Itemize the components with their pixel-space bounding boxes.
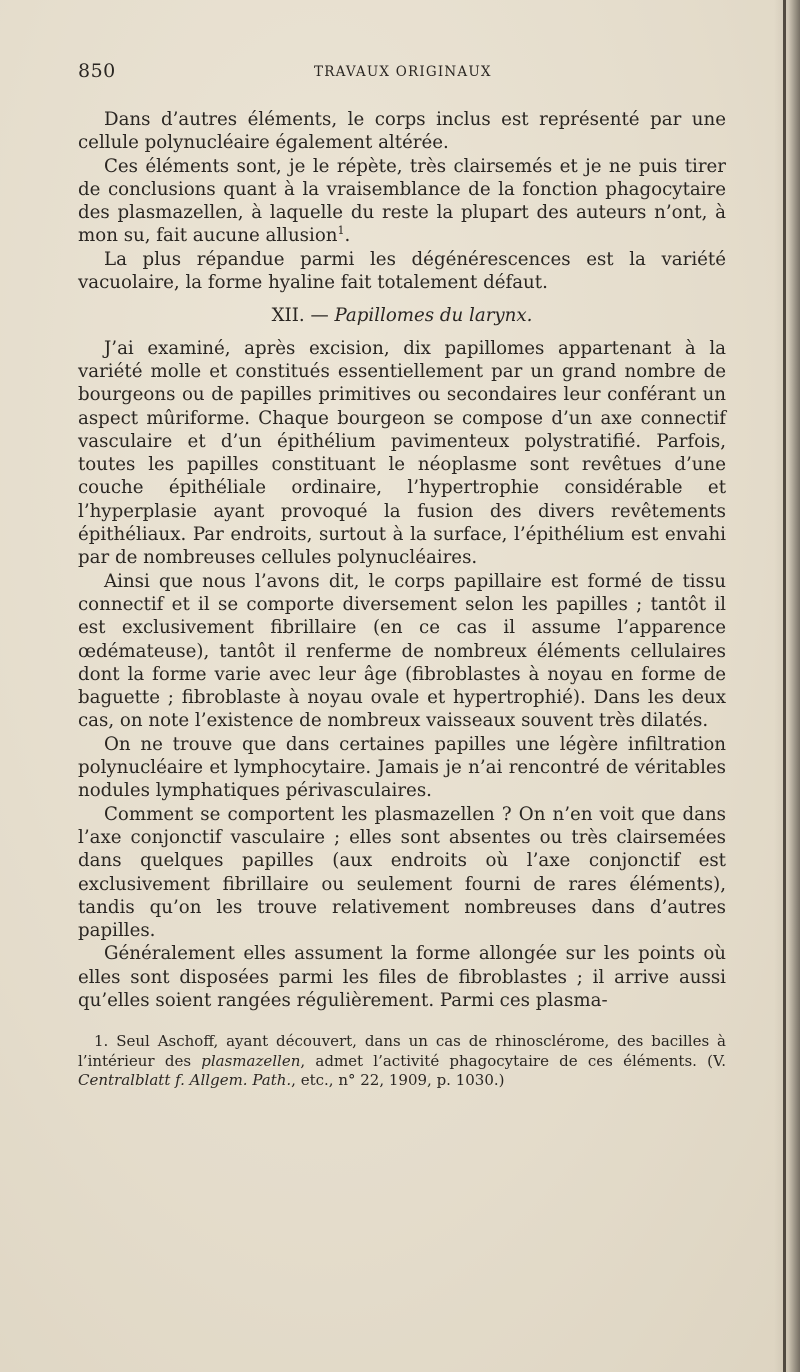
section-heading bbox=[78, 304, 726, 327]
section-number: XII. bbox=[271, 305, 305, 327]
footnote-italic-term: plasmazellen bbox=[201, 1051, 301, 1070]
paragraph-end: . bbox=[344, 225, 351, 247]
paragraph: Ainsi que nous l’avons dit, le corps papillaire est formé de tissu connectif et il se comporte diversement selon les papilles ; tantôt il est exclusivement fibrillaire (en ce cas il assume l’apparence œdémateuse), tantôt il renferme de nombreux éléments cellulaires dont la forme varie avec leur âge (fibroblastes à noyau en forme de baguette ; fibroblaste à noyau ovale et hypertrophié). Dans les deux cas, on note l’existence de nombreux vaisseaux souvent très dilatés. bbox=[78, 570, 726, 732]
footnote bbox=[78, 1032, 726, 1091]
footnote-marker: 1. bbox=[94, 1032, 109, 1051]
footnote-text: , etc., n° 22, 1909, p. 1030.) bbox=[291, 1071, 505, 1090]
page-number: 850 bbox=[78, 60, 116, 82]
page-header bbox=[78, 60, 726, 86]
footnotes bbox=[78, 1032, 726, 1091]
paragraph: On ne trouve que dans certaines papilles une légère infiltration polynucléaire et lymphocytaire. Jamais je n’ai rencontré de véritables nodules lymphatiques périvasculaires. bbox=[78, 733, 726, 802]
footnote-text: , admet l’activité phagocytaire de ces éléments. (V. bbox=[300, 1051, 726, 1070]
paragraph: Comment se comportent les plasmazellen ? On n’en voit que dans l’axe conjonctif vasculaire ; elles sont absentes ou très clairsemées dans quelques papilles (aux endroits où l’axe conjonctif est exclusivement fibrillaire ou seulement fourni de rares éléments), tandis qu’on les trouve relativement nombreuses dans d’autres papilles. bbox=[78, 803, 726, 942]
book-page bbox=[78, 60, 726, 1091]
paragraph: La plus répandue parmi les dégénérescences est la variété vacuolaire, la forme hyaline fait totalement défaut. bbox=[78, 248, 726, 294]
running-title: TRAVAUX ORIGINAUX bbox=[314, 64, 492, 80]
body-text bbox=[78, 108, 726, 1012]
paragraph-text: Ces éléments sont, je le répète, très clairsemés et je ne puis tirer de conclusions quant à la vraisemblance de la fonction phagocytaire des plasmazellen, à laquelle du reste la plupart des auteurs n’ont, à mon su, fait aucune allusion bbox=[78, 155, 726, 247]
paragraph: Généralement elles assument la forme allongée sur les points où elles sont disposées parmi les files de fibroblastes ; il arrive aussi qu’elles soient rangées régulièrement. Parmi ces plasma- bbox=[78, 943, 726, 1011]
paragraph bbox=[78, 155, 726, 248]
section-dash: — bbox=[310, 305, 329, 327]
paragraph: J’ai examiné, après excision, dix papillomes appartenant à la variété molle et constitués essentiellement par un grand nombre de bourgeons ou de papilles primitives ou secondaires leur conférant un aspect mûriforme. Chaque bourgeon se compose d’un axe connectif vasculaire et d’un épithélium pavimenteux polystratifié. Parfois, toutes les papilles constituant le néoplasme sont revêtues d’une couche épithéliale ordinaire, l’hypertrophie considérable et l’hyperplasie ayant provoqué la fusion des divers revêtements épithéliaux. Par endroits, surtout à la surface, l’épithélium est envahi par de nombreuses cellules polynucléaires. bbox=[78, 337, 726, 569]
book-spine-shadow bbox=[774, 0, 800, 1372]
paragraph: Dans d’autres éléments, le corps inclus est représenté par une cellule polynucléaire également altérée. bbox=[78, 109, 726, 154]
section-title: Papillomes du larynx. bbox=[334, 305, 533, 327]
binding-edge bbox=[783, 0, 786, 1372]
footnote-journal: Centralblatt f. Allgem. Path. bbox=[78, 1071, 292, 1090]
footnote-reference: 1 bbox=[337, 224, 345, 238]
footnote-text: Seul Aschoff, ayant découvert, dans un cas de rhinosclérome, des bacilles à l’intérieur des bbox=[78, 1032, 726, 1070]
